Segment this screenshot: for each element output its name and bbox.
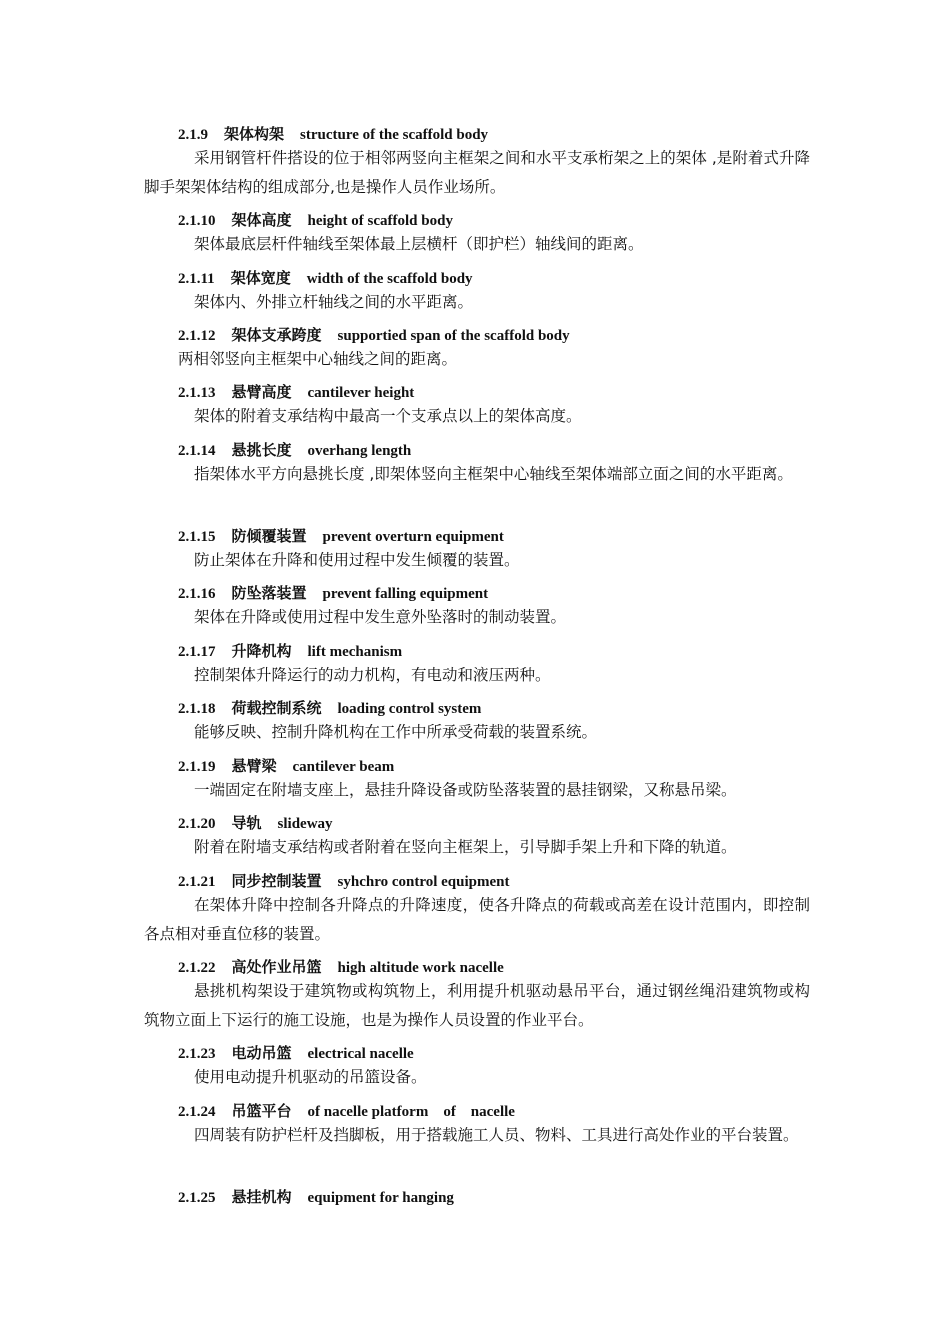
term-heading [178,440,411,461]
term-chinese: 同步控制装置 [231,872,322,890]
term-chinese: 悬臂梁 [231,757,277,775]
term-chinese: 架体构架 [224,125,285,143]
term-english: electrical nacelle [307,1046,414,1062]
term-english: overhang length [307,443,412,459]
term-chinese: 防坠落装置 [231,584,307,602]
term-heading [178,871,509,892]
term-english: prevent falling equipment [322,586,489,602]
term-english: syhchro control equipment [337,874,510,890]
term-number: 2.1.23 [178,1046,216,1062]
term-heading [178,268,473,289]
term-english: slideway [277,816,333,832]
term-heading [178,124,488,145]
term-chinese: 防倾覆装置 [231,527,307,545]
term-number: 2.1.12 [178,328,216,344]
term-chinese: 升降机构 [231,642,292,660]
term-heading [178,1043,414,1064]
term-number: 2.1.18 [178,701,216,717]
term-number: 2.1.15 [178,529,216,545]
term-number: 2.1.11 [178,271,215,287]
term-english: equipment for hanging [307,1190,454,1206]
term-heading [178,1187,454,1208]
term-chinese: 悬挑长度 [231,441,292,459]
term-english: cantilever height [307,385,415,401]
term-heading [178,756,394,777]
term-heading [178,210,453,231]
term-english: height of scaffold body [307,213,453,229]
term-chinese: 架体高度 [231,211,292,229]
term-definition: 指架体水平方向悬挑长度 ,即架体竖向主框架中心轴线至架体端部立面之间的水平距离。 [194,465,793,483]
term-chinese: 架体支承跨度 [231,326,322,344]
term-heading [178,813,333,834]
term-definition: 能够反映、控制升降机构在工作中所承受荷载的装置系统。 [194,723,598,741]
term-heading [178,325,570,346]
term-english: of nacelle platform of nacelle [307,1104,515,1120]
term-chinese: 电动吊篮 [231,1044,292,1062]
term-chinese: 导轨 [231,814,262,832]
term-definition: 架体的附着支承结构中最高一个支承点以上的架体高度。 [194,407,582,425]
term-chinese: 架体宽度 [230,269,291,287]
term-number: 2.1.14 [178,443,216,459]
term-english: width of the scaffold body [306,271,473,287]
term-english: high altitude work nacelle [337,960,504,976]
term-definition: 架体内、外排立杆轴线之间的水平距离。 [194,293,474,311]
term-chinese: 吊篮平台 [231,1102,292,1120]
term-definition: 一端固定在附墙支座上，悬挂升降设备或防坠落装置的悬挂钢梁，又称悬吊梁。 [194,781,737,799]
term-heading [178,698,481,719]
term-definition: 在架体升降中控制各升降点的升降速度，使各升降点的荷载或高差在设计范围内，即控制各点相对垂直位移的装置。 [144,896,810,943]
term-definition: 架体在升降或使用过程中发生意外坠落时的制动装置。 [194,608,567,626]
term-heading [178,641,402,662]
term-english: structure of the scaffold body [300,127,489,143]
term-number: 2.1.22 [178,960,216,976]
term-number: 2.1.20 [178,816,216,832]
term-english: loading control system [337,701,482,717]
term-english: cantilever beam [292,759,395,775]
term-english: prevent overturn equipment [322,529,504,545]
term-heading [178,583,488,604]
term-definition: 四周装有防护栏杆及挡脚板，用于搭载施工人员、物料、工具进行高处作业的平台装置。 [194,1126,799,1144]
term-chinese: 荷载控制系统 [231,699,322,717]
term-heading [178,526,504,547]
term-definition: 防止架体在升降和使用过程中发生倾覆的装置。 [194,551,520,569]
term-heading [178,1101,515,1122]
term-number: 2.1.21 [178,874,216,890]
term-definition: 悬挑机构架设于建筑物或构筑物上，利用提升机驱动悬吊平台，通过钢丝绳沿建筑物或构筑物立面上下运行的施工设施，也是为操作人员设置的作业平台。 [144,982,810,1029]
term-definition: 采用钢管杆件搭设的位于相邻两竖向主框架之间和水平支承桁架之上的架体 ,是附着式升降脚手架架体结构的组成部分,也是操作人员作业场所。 [144,149,810,196]
term-definition: 架体最底层杆件轴线至架体最上层横杆（即护栏）轴线间的距离。 [194,235,644,253]
term-number: 2.1.25 [178,1190,216,1206]
term-number: 2.1.9 [178,127,208,143]
term-number: 2.1.24 [178,1104,216,1120]
term-heading [178,957,504,978]
term-chinese: 悬臂高度 [231,383,292,401]
term-chinese: 悬挂机构 [231,1188,292,1206]
term-number: 2.1.16 [178,586,216,602]
term-number: 2.1.13 [178,385,216,401]
term-number: 2.1.17 [178,644,216,660]
term-heading [178,382,414,403]
term-definition: 控制架体升降运行的动力机构，有电动和液压两种。 [194,666,551,684]
term-english: lift mechanism [307,644,403,660]
term-number: 2.1.19 [178,759,216,775]
term-chinese: 高处作业吊篮 [231,958,322,976]
term-definition: 两相邻竖向主框架中心轴线之间的距离。 [178,350,458,368]
term-english: supportied span of the scaffold body [337,328,570,344]
term-definition: 使用电动提升机驱动的吊篮设备。 [194,1068,427,1086]
term-number: 2.1.10 [178,213,216,229]
term-definition: 附着在附墙支承结构或者附着在竖向主框架上，引导脚手架上升和下降的轨道。 [194,838,737,856]
